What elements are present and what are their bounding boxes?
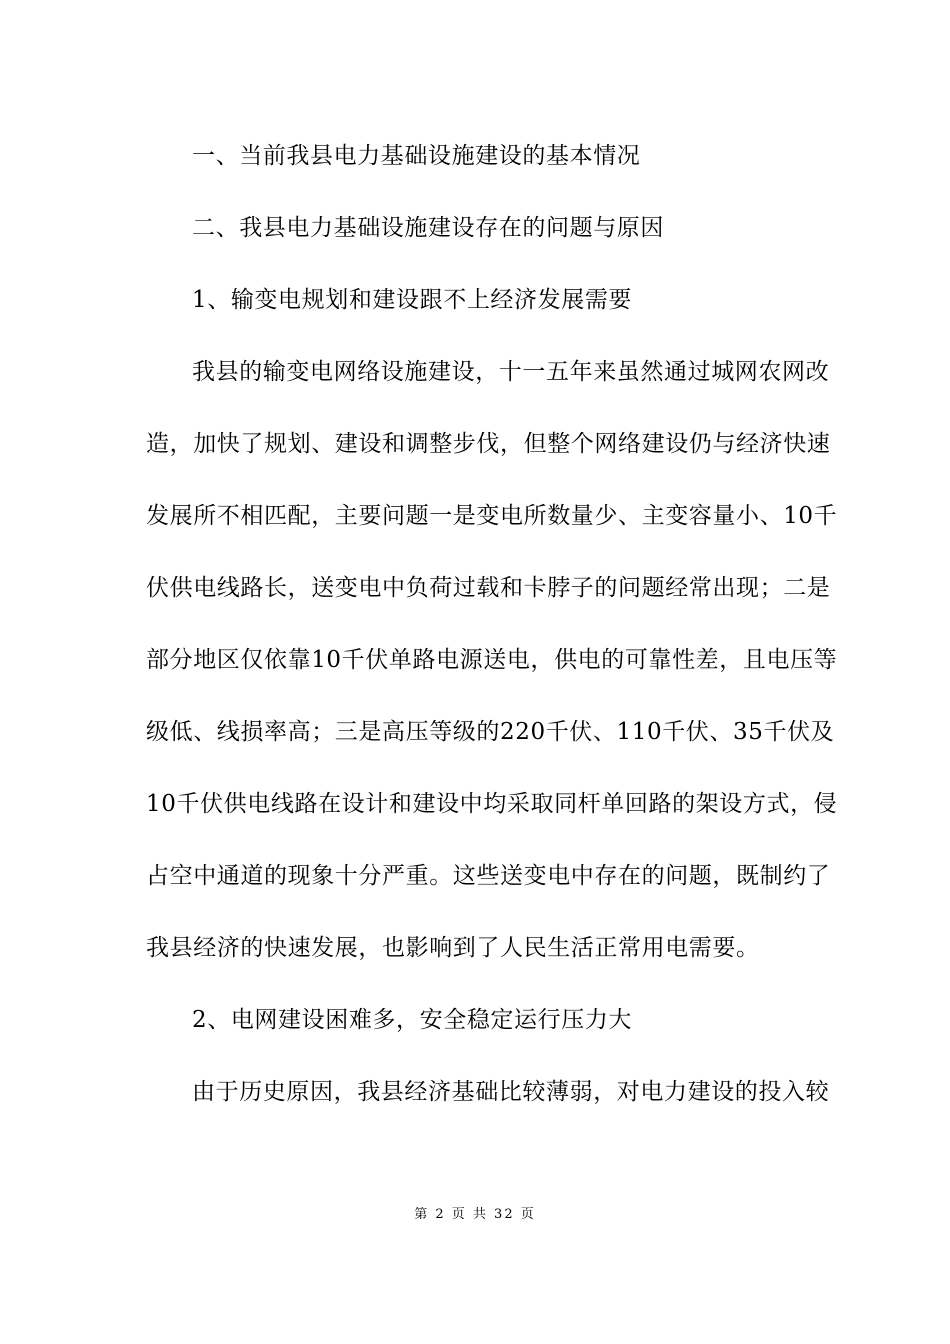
subheading-1: 1、输变电规划和建设跟不上经济发展需要: [192, 287, 633, 313]
paragraph-line: 发展所不相匹配，主要问题一是变电所数量少、主变容量小、10千: [146, 503, 838, 529]
heading-section-2: 二、我县电力基础设施建设存在的问题与原因: [192, 215, 664, 241]
paragraph-line: 占空中通道的现象十分严重。这些送变电中存在的问题，既制约了: [146, 863, 831, 889]
paragraph-line: 由于历史原因，我县经济基础比较薄弱，对电力建设的投入较: [192, 1079, 830, 1105]
paragraph-line: 伏供电线路长，送变电中负荷过载和卡脖子的问题经常出现；二是: [146, 575, 831, 601]
heading-section-1: 一、当前我县电力基础设施建设的基本情况: [192, 143, 641, 169]
paragraph-line: 10千伏供电线路在设计和建设中均采取同杆单回路的架设方式，侵: [146, 791, 838, 817]
page-number: 第 2 页 共 32 页: [414, 1207, 536, 1222]
paragraph-line: 造，加快了规划、建设和调整步伐，但整个网络建设仍与经济快速: [146, 431, 831, 457]
paragraph-line: 我县的输变电网络设施建设，十一五年来虽然通过城网农网改: [192, 359, 830, 385]
page-footer: [0, 1206, 950, 1224]
paragraph-line: 级低、线损率高；三是高压等级的220千伏、110千伏、35千伏及: [146, 719, 835, 745]
paragraph-line: 我县经济的快速发展，也影响到了人民生活正常用电需要。: [146, 935, 760, 961]
subheading-2: 2、电网建设困难多，安全稳定运行压力大: [192, 1007, 633, 1033]
paragraph-line: 部分地区仅依靠10千伏单路电源送电，供电的可靠性差，且电压等: [146, 647, 838, 673]
